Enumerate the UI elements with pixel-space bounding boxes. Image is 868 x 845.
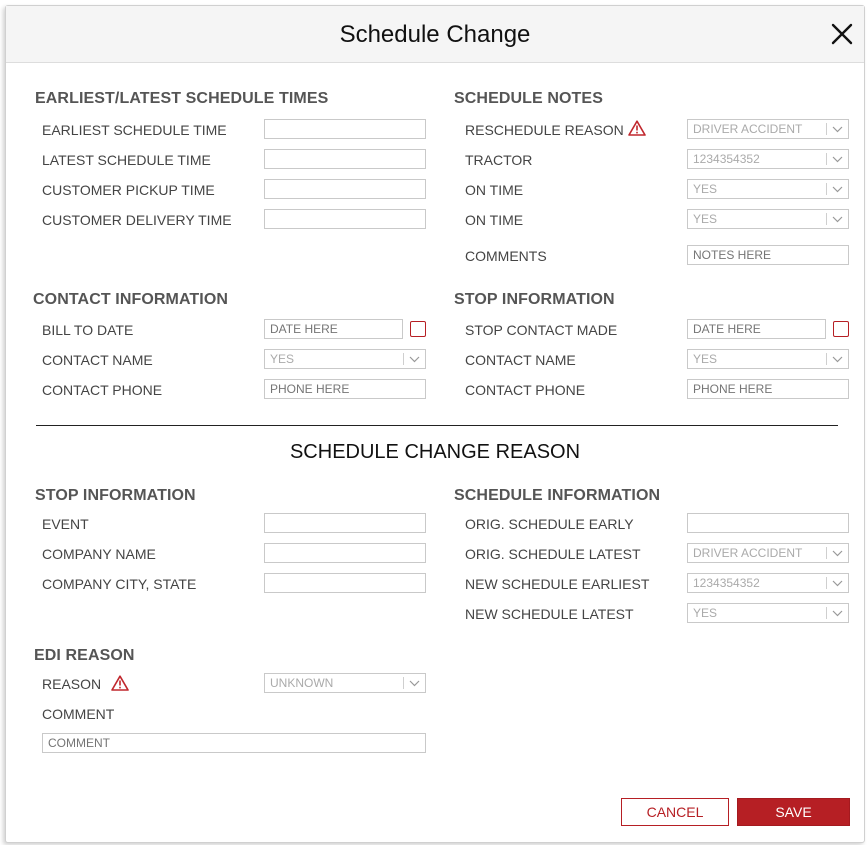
comments-label: COMMENTS <box>465 248 547 264</box>
orig-schedule-early-input[interactable] <box>687 513 849 533</box>
select-divider <box>403 353 404 365</box>
dialog-header <box>6 6 864 63</box>
chevron-down-icon <box>409 356 420 363</box>
latest-schedule-time-label: LATEST SCHEDULE TIME <box>42 152 211 168</box>
schedule-change-reason-heading: SCHEDULE CHANGE REASON <box>289 441 581 463</box>
on-time-2-value: YES <box>693 212 718 226</box>
new-schedule-earliest-label: NEW SCHEDULE EARLIEST <box>465 576 650 592</box>
chevron-down-icon <box>832 550 843 557</box>
on-time-select[interactable] <box>687 179 849 199</box>
orig-schedule-latest-label: ORIG. SCHEDULE LATEST <box>465 546 641 562</box>
new-schedule-latest-select[interactable] <box>687 603 849 623</box>
earliest-schedule-time-label: EARLIEST SCHEDULE TIME <box>42 122 227 138</box>
bill-to-date-input[interactable] <box>264 319 403 339</box>
chevron-down-icon <box>832 610 843 617</box>
select-divider <box>826 547 827 559</box>
save-button[interactable]: SAVE <box>737 798 850 826</box>
contact-information-heading: CONTACT INFORMATION <box>33 291 229 308</box>
comments-input[interactable] <box>687 245 849 265</box>
new-schedule-latest-label: NEW SCHEDULE LATEST <box>465 606 634 622</box>
reschedule-reason-select[interactable] <box>687 119 849 139</box>
contact-name-select[interactable] <box>264 349 426 369</box>
select-divider <box>826 353 827 365</box>
schedule-change-dialog <box>5 5 865 843</box>
stop-information-heading: STOP INFORMATION <box>454 291 615 308</box>
earliest-schedule-time-input[interactable] <box>264 119 426 139</box>
section-divider <box>36 425 838 426</box>
stop-contact-made-input[interactable] <box>687 319 826 339</box>
earliest-latest-heading: EARLIEST/LATEST SCHEDULE TIMES <box>35 90 329 107</box>
contact-phone-input[interactable] <box>264 379 426 399</box>
bill-to-date-checkbox[interactable] <box>410 321 426 337</box>
reason-select[interactable] <box>264 673 426 693</box>
on-time-value: YES <box>693 182 718 196</box>
stop-contact-name-select[interactable] <box>687 349 849 369</box>
chevron-down-icon <box>409 680 420 687</box>
stop-contact-name-value: YES <box>693 352 718 366</box>
stop-contact-made-label: STOP CONTACT MADE <box>465 322 618 338</box>
chevron-down-icon <box>832 580 843 587</box>
event-label: EVENT <box>42 516 89 532</box>
reason-value: UNKNOWN <box>270 676 334 690</box>
on-time-2-label: ON TIME <box>465 212 524 228</box>
reschedule-reason-label: RESCHEDULE REASON <box>465 122 624 138</box>
contact-name-label: CONTACT NAME <box>42 352 153 368</box>
stop-contact-phone-label: CONTACT PHONE <box>465 382 586 398</box>
orig-schedule-latest-select[interactable] <box>687 543 849 563</box>
stop-contact-made-checkbox[interactable] <box>833 321 849 337</box>
schedule-information-heading: SCHEDULE INFORMATION <box>454 487 661 504</box>
tractor-value: 1234354352 <box>693 152 760 166</box>
cancel-button[interactable]: CANCEL <box>621 798 729 826</box>
close-icon[interactable] <box>830 22 854 46</box>
orig-schedule-early-label: ORIG. SCHEDULE EARLY <box>465 516 634 532</box>
new-schedule-earliest-value: 1234354352 <box>693 576 760 590</box>
company-city-state-input[interactable] <box>264 573 426 593</box>
new-schedule-latest-value: YES <box>693 606 718 620</box>
tractor-select[interactable] <box>687 149 849 169</box>
contact-phone-label: CONTACT PHONE <box>42 382 163 398</box>
bill-to-date-label: BILL TO DATE <box>42 322 134 338</box>
stop-contact-name-label: CONTACT NAME <box>465 352 576 368</box>
tractor-label: TRACTOR <box>465 152 533 168</box>
reschedule-reason-value: DRIVER ACCIDENT <box>693 122 803 136</box>
select-divider <box>826 123 827 135</box>
latest-schedule-time-input[interactable] <box>264 149 426 169</box>
chevron-down-icon <box>832 216 843 223</box>
edi-reason-heading: EDI REASON <box>34 647 135 664</box>
customer-delivery-time-label: CUSTOMER DELIVERY TIME <box>42 212 232 228</box>
event-input[interactable] <box>264 513 426 533</box>
comment-label: COMMENT <box>42 706 115 722</box>
select-divider <box>403 677 404 689</box>
select-divider <box>826 607 827 619</box>
chevron-down-icon <box>832 186 843 193</box>
reason-label: REASON <box>42 676 102 692</box>
customer-pickup-time-label: CUSTOMER PICKUP TIME <box>42 182 215 198</box>
company-name-label: COMPANY NAME <box>42 546 156 562</box>
select-divider <box>826 213 827 225</box>
select-divider <box>826 183 827 195</box>
on-time-2-select[interactable] <box>687 209 849 229</box>
orig-schedule-latest-value: DRIVER ACCIDENT <box>693 546 803 560</box>
chevron-down-icon <box>832 356 843 363</box>
customer-delivery-time-input[interactable] <box>264 209 426 229</box>
select-divider <box>826 153 827 165</box>
comment-input[interactable] <box>42 733 426 753</box>
on-time-label: ON TIME <box>465 182 524 198</box>
company-city-state-label: COMPANY CITY, STATE <box>42 576 197 592</box>
warning-icon <box>111 675 129 691</box>
select-divider <box>826 577 827 589</box>
stop-contact-phone-input[interactable] <box>687 379 849 399</box>
warning-icon <box>628 120 646 136</box>
schedule-notes-heading: SCHEDULE NOTES <box>454 90 603 107</box>
chevron-down-icon <box>832 156 843 163</box>
contact-name-value: YES <box>270 352 295 366</box>
chevron-down-icon <box>832 126 843 133</box>
stop-information-bottom-heading: STOP INFORMATION <box>35 487 196 504</box>
company-name-input[interactable] <box>264 543 426 563</box>
new-schedule-earliest-select[interactable] <box>687 573 849 593</box>
customer-pickup-time-input[interactable] <box>264 179 426 199</box>
dialog-title: Schedule Change <box>339 21 531 48</box>
